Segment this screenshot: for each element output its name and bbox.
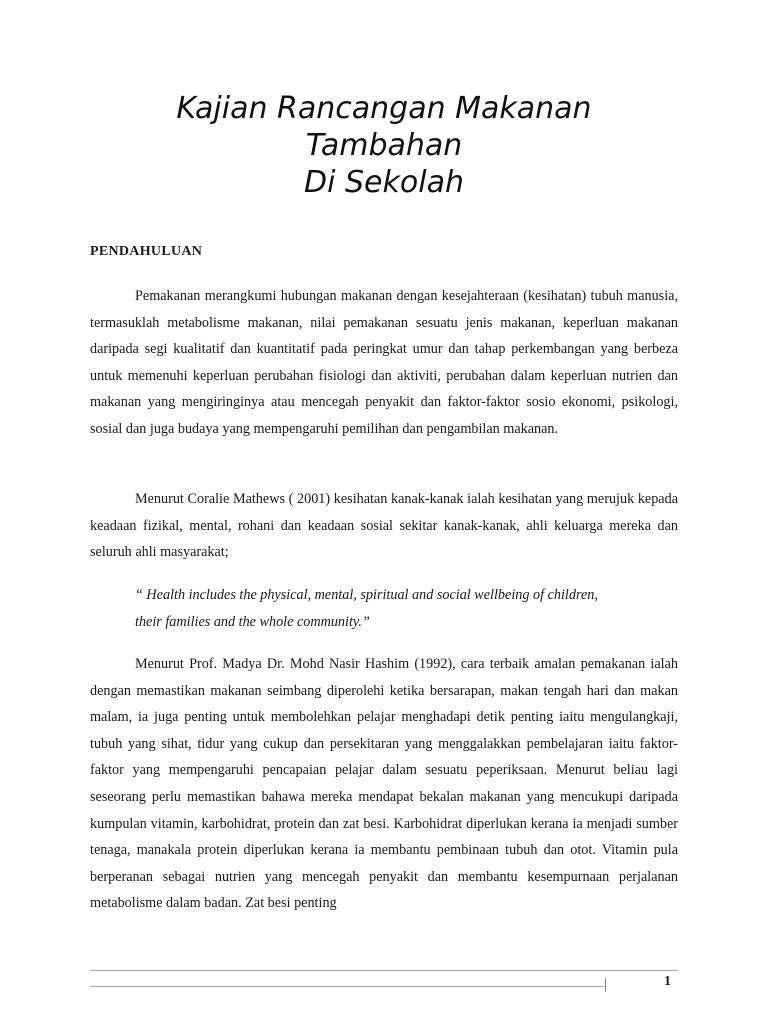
document-title [0, 90, 768, 201]
paragraph-3: Menurut Prof. Madya Dr. Mohd Nasir Hashim (1992), cara terbaik amalan pemakanan ialah dengan memastikan makanan seimbang diperolehi ketika bersarapan, makan tengah hari dan makan malam, ia juga penting untuk membolehkan pelajar menghadapi detik penting iaitu mengulangkaji, tubuh yang sihat, tidur yang cukup dan persekitaran yang menggalakkan pembelajaran iaitu faktor-faktor yang mempengaruhi pencapaian pelajar dalam sesuatu peperiksaan. Menurut beliau lagi seseorang perlu memastikan bahawa mereka mendapat bekalan makanan yang mencukupi daripada kumpulan vitamin, karbohidrat, protein dan zat besi. Karbohidrat diperlukan kerana ia menjadi sumber tenaga, manakala protein diperlukan kerana ia membantu pembinaan tubuh dan otot. Vitamin pula berperanan sebagai nutrien yang mencegah penyakit dan membantu kesempurnaan perjalanan metabolisme dalam badan. Zat besi penting [90, 656, 678, 912]
quote-line-2: their families and the whole community.” [135, 613, 370, 630]
title-line-1: Kajian Rancangan Makanan [176, 91, 592, 126]
footer-tick-mark [605, 978, 606, 992]
block-quote [135, 582, 695, 635]
title-line-2: Tambahan [305, 128, 463, 163]
page-number: 1 [664, 974, 671, 989]
footer-divider-bottom [90, 986, 606, 987]
footer-divider-top [90, 970, 678, 971]
section-heading: PENDAHULUAN [90, 244, 203, 259]
paragraph-2: Menurut Coralie Mathews ( 2001) kesihatan kanak-kanak ialah kesihatan yang merujuk kepada keadaan fizikal, mental, rohani dan keadaan sosial sekitar kanak-kanak, ahli keluarga mereka dan seluruh ahli masyarakat; [90, 491, 678, 561]
title-line-3: Di Sekolah [304, 165, 464, 200]
quote-line-1: “ Health includes the physical, mental, spiritual and social wellbeing of children, [135, 587, 598, 603]
paragraph-1: Pemakanan merangkumi hubungan makanan dengan kesejahteraan (kesihatan) tubuh manusia, termasuklah metabolisme makanan, nilai pemakanan sesuatu jenis makanan, keperluan makanan daripada segi kualitatif dan kuantitatif pada peringkat umur dan tahap perkembangan yang berbeza untuk memenuhi keperluan perubahan fisiologi dan aktiviti, perubahan dalam keperluan nutrien dan makanan yang mengiringinya atau mencegah penyakit dan faktor-faktor sosio ekonomi, psikologi, sosial dan juga budaya yang mempengaruhi pemilihan dan pengambilan makanan. [90, 288, 678, 437]
